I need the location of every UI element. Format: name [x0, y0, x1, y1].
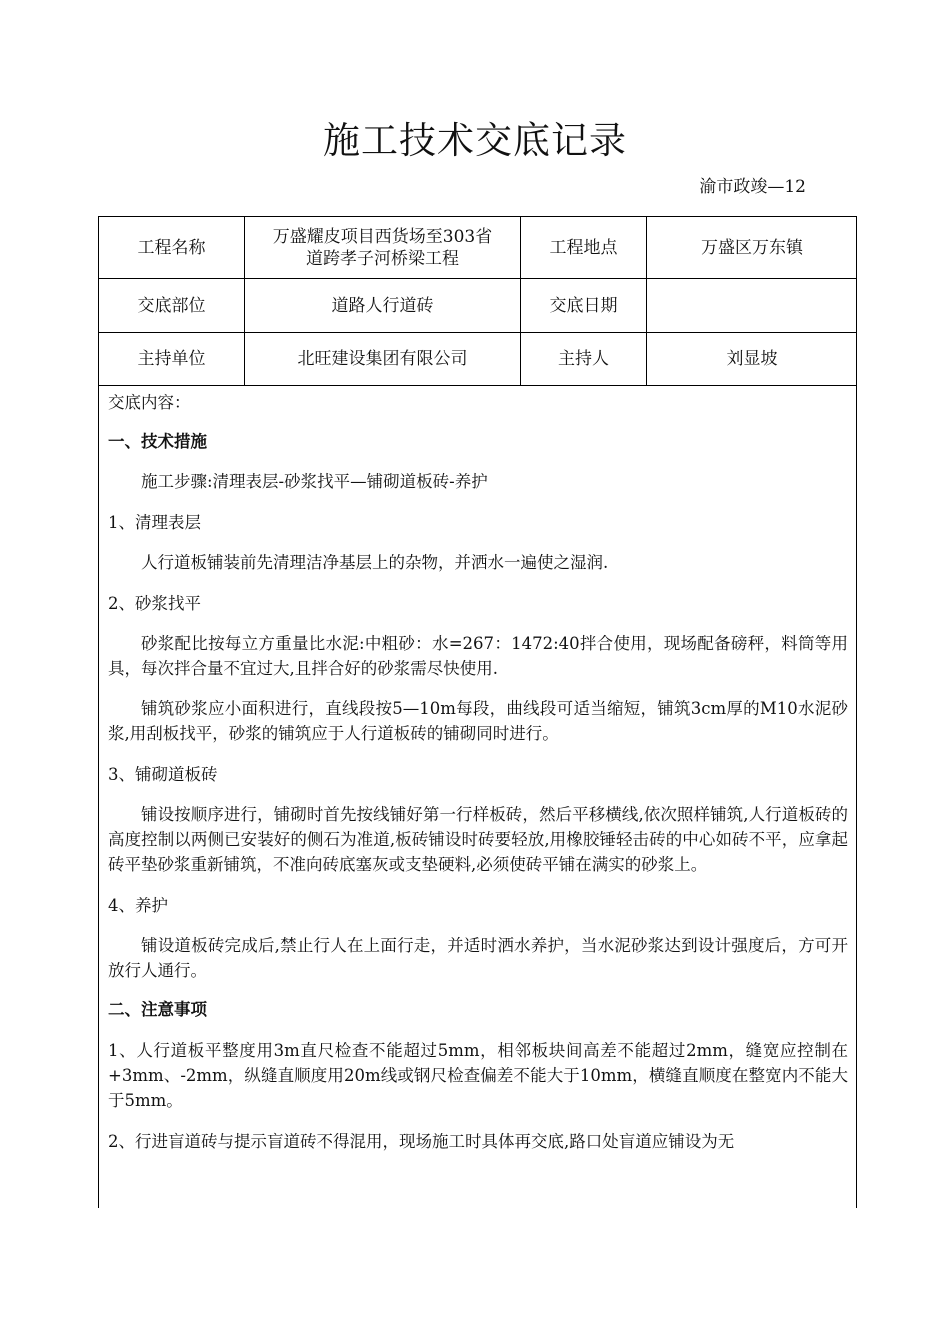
document-title: 施工技术交底记录 [323, 119, 627, 162]
host-unit-label: 主持单位 [99, 333, 245, 386]
part-value: 道路人行道砖 [245, 279, 521, 333]
step-title-curing: 4、养护 [108, 896, 168, 915]
content-lead: 交底内容： [108, 393, 191, 412]
project-name-line-2: 道跨孝子河桥梁工程 [306, 248, 459, 269]
step-text-clean: 人行道板铺装前先清理洁净基层上的杂物，并洒水一遍使之湿润. [141, 553, 609, 572]
location-value: 万盛区万东镇 [647, 217, 858, 279]
project-name-value [245, 217, 521, 279]
info-row-host [99, 333, 858, 386]
project-name-line-1: 万盛耀皮项目西货场至303省 [272, 226, 493, 247]
step-text-mortar-2: 铺筑砂浆应小面积进行，直线段按5—10m每段，曲线段可适当缩短，铺筑3cm厚的M10水泥砂浆,用刮板找平，砂浆的铺筑应于人行道板砖的铺砌同时进行。 [108, 699, 848, 743]
part-label: 交底部位 [99, 279, 245, 333]
step-text-curing: 铺设道板砖完成后,禁止行人在上面行走，并适时洒水养护，当水泥砂浆达到设计强度后，方可开放行人通行。 [108, 936, 848, 980]
info-table [98, 216, 857, 386]
host-unit-value: 北旺建设集团有限公司 [245, 333, 521, 386]
record-form [98, 216, 857, 1208]
section-title-notes: 二、注意事项 [108, 1000, 207, 1019]
date-label: 交底日期 [521, 279, 647, 333]
info-row-part [99, 279, 858, 333]
date-value [647, 279, 858, 333]
project-name-label: 工程名称 [99, 217, 245, 279]
info-row-project [99, 217, 858, 279]
step-text-paving: 铺设按顺序进行，铺砌时首先按线铺好第一行样板砖，然后平移横线,依次照样铺筑,人行道板砖的高度控制以两侧已安装好的侧石为准道,板砖铺设时砖要轻放,用橡胶锤轻击砖的中心如砖不平，应拿起砖平垫砂浆重新铺筑，不准向砖底塞灰或支垫硬料,必须使砖平铺在满实的砂浆上。 [108, 805, 848, 874]
note-1: 1、人行道板平整度用3m直尺检查不能超过5mm，相邻板块间高差不能超过2mm，缝宽应控制在+3mm、-2mm，纵缝直顺度用20m线或钢尺检查偏差不能大于10mm，横缝直顺度在整宽内不能大于5mm。 [108, 1041, 848, 1110]
step-title-mortar: 2、砂浆找平 [108, 594, 201, 613]
document-number: 渝市政竣—12 [699, 177, 806, 197]
step-title-paving: 3、铺砌道板砖 [108, 765, 218, 784]
step-text-mortar-1: 砂浆配比按每立方重量比水泥:中粗砂：水=267：1472:40拌合使用，现场配备磅秤，料筒等用具，每次拌合量不宜过大,且拌合好的砂浆需尽快使用. [108, 634, 848, 678]
location-label: 工程地点 [521, 217, 647, 279]
section-title-technical-measures: 一、技术措施 [108, 432, 207, 451]
note-2: 2、行进盲道砖与提示盲道砖不得混用，现场施工时具体再交底,路口处盲道应铺设为无 [108, 1132, 735, 1151]
step-title-clean: 1、清理表层 [108, 513, 201, 532]
host-person-value: 刘显坡 [647, 333, 858, 386]
construction-steps: 施工步骤:清理表层-砂浆找平—铺砌道板砖-养护 [141, 472, 488, 491]
host-person-label: 主持人 [521, 333, 647, 386]
disclosure-content [99, 386, 856, 1154]
